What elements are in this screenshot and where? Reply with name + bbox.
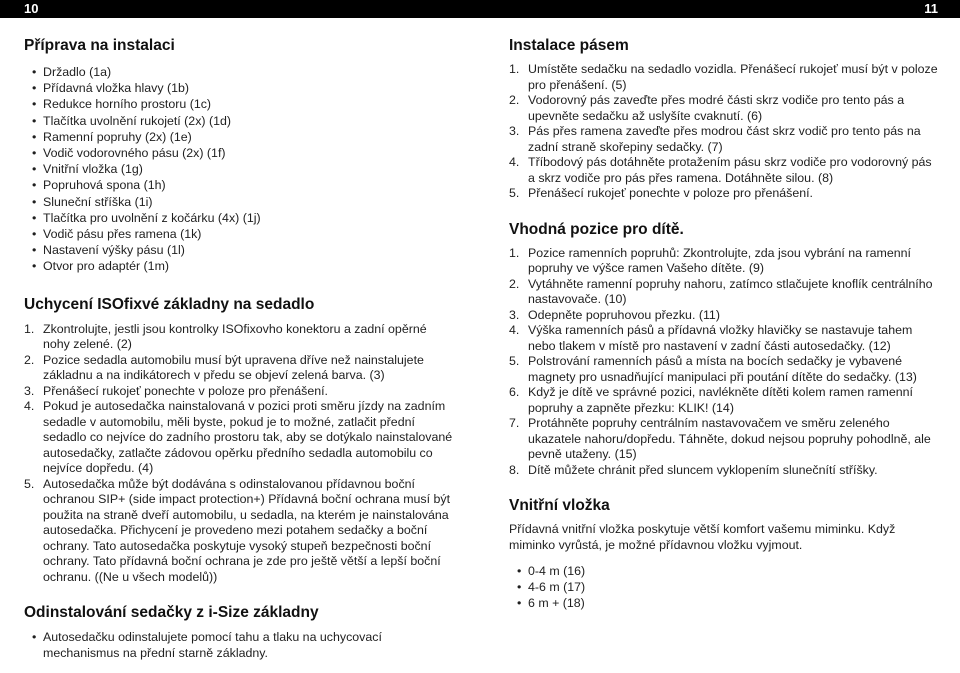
insert-title: Vnitřní vložka	[509, 497, 610, 514]
child-step	[509, 277, 939, 308]
child-step	[509, 246, 939, 277]
isofix-step	[24, 477, 454, 586]
isofix-step	[24, 384, 454, 400]
prep-item: • Sluneční stříška (1i)	[24, 194, 454, 210]
belt-step	[509, 93, 939, 124]
belt-step	[509, 186, 939, 202]
item-number: 8.	[509, 462, 520, 477]
item-number: 4.	[509, 323, 520, 337]
item-number: 4.	[509, 155, 520, 169]
item-text: Umístěte sedačku na sedadlo vozidla. Přenášecí rukojeť musí být v poloze pro přenášení. (5)	[528, 62, 938, 92]
item-number: 5.	[24, 476, 35, 491]
item-text: Pás přes ramena zaveďte přes modrou část skrz vodič pro tento pás na zadní straně skořepiny sedačky. (7)	[528, 124, 921, 154]
item-text: Protáhněte popruhy centrálním nastavovačem ve směru zeleného ukazatele nahoru/dopředu. Táhněte, dokud nejsou popruhy pohodlně, ale pevně utaženy. (15)	[528, 416, 931, 461]
prep-item: • Otvor pro adaptér (1m)	[24, 258, 454, 274]
prep-list	[24, 64, 454, 275]
child-step	[509, 354, 939, 385]
child-step	[509, 463, 939, 479]
item-text: Přenášecí rukojeť ponechte v poloze pro přenášení.	[43, 383, 328, 398]
item-text: Tříbodový pás dotáhněte protažením pásu skrz vodiče pro vodorovný pás a skrz vodiče pro pás přes ramena. Dotáhněte silou. (8)	[528, 155, 932, 185]
insert-size-item: • 4-6 m (17)	[509, 579, 939, 595]
item-text: Vytáhněte ramenní popruhy nahoru, zatímco stlačujete knoflík centrálního nastavovače. (10)	[528, 276, 933, 306]
item-text: Autosedačka může být dodávána s odinstalovanou přídavnou boční ochranou SIP+ (side impact protection+) Přídavná boční ochrana musí být použita na straně dveří automobilu, u sedadla, na kterém je nainstalována autosedačka. Přichycení je provedeno mezi potahem sedačky a boční ochrany. Tato autosedačka poskytuje vysoký stupeň bezpečnosti boční ochrany. Tato přídavná boční ochrana je zde pro ještě větší a lepší boční ochranu. ((Ne u všech modelů))	[43, 476, 451, 584]
child-step	[509, 308, 939, 324]
isofix-step	[24, 353, 454, 384]
child-list	[509, 246, 939, 479]
item-number: 5.	[509, 186, 520, 200]
header-bar	[0, 0, 960, 18]
item-number: 3.	[509, 124, 520, 138]
item-text: Dítě můžete chránit před sluncem vyklopením slunečnítí stříšky.	[528, 462, 878, 477]
child-title: Vhodná pozice pro dítě.	[509, 220, 684, 238]
item-number: 1.	[24, 321, 35, 336]
item-text: Přenášecí rukojeť ponechte v poloze pro přenášení.	[528, 186, 813, 200]
item-text: Výška ramenních pásů a přídavná vložky hlavičky se nastavuje tahem nebo tlakem v místě pro nastavení v zadní části autosedačky. (12)	[528, 323, 913, 353]
item-number: 3.	[509, 307, 520, 322]
isize-item: • Autosedačku odinstalujete pomocí tahu a tlaku na uchycovací mechanismus na přední starně základny.	[24, 629, 454, 661]
item-text: Zkontrolujte, jestli jsou kontrolky ISOfixovho konektoru a zadní opěrné nohy zelené. (2)	[43, 321, 427, 352]
prep-item: • Vnitřní vložka (1g)	[24, 161, 454, 177]
isize-list	[24, 629, 454, 661]
item-text: Pozice sedadla automobilu musí být upravena dříve než nainstalujete základnu a na indikátorech v předu se objeví zelená barva. (3)	[43, 352, 424, 383]
item-number: 2.	[509, 276, 520, 291]
item-number: 7.	[509, 416, 520, 430]
prep-item: • Vodič pásu přes ramena (1k)	[24, 226, 454, 242]
item-number: 3.	[24, 383, 35, 398]
child-step	[509, 385, 939, 416]
item-number: 1.	[509, 62, 520, 76]
isofix-title: Uchycení ISOfixvé základny na sedadlo	[24, 295, 315, 313]
prep-item: • Přídavná vložka hlavy (1b)	[24, 80, 454, 96]
prep-title: Příprava na instalaci	[24, 37, 175, 54]
item-text: Vodorovný pás zaveďte přes modré části skrz vodiče pro tento pás a upevněte sedačku až uslyšíte cvaknutí. (6)	[528, 93, 905, 123]
item-number: 2.	[509, 93, 520, 107]
belt-step	[509, 62, 939, 93]
item-text: Odepněte popruhovou přezku. (11)	[528, 307, 720, 322]
prep-item: • Ramenní popruhy (2x) (1e)	[24, 129, 454, 145]
belt-step	[509, 155, 939, 186]
belt-title: Instalace pásem	[509, 37, 629, 54]
item-number: 2.	[24, 352, 35, 367]
belt-step	[509, 124, 939, 155]
right-column	[509, 36, 939, 612]
page-number-left: 10	[24, 1, 39, 16]
item-number: 6.	[509, 385, 520, 399]
child-step	[509, 416, 939, 463]
item-text: Pokud je autosedačka nainstalovaná v pozici proti směru jízdy na zadním sedadle v automobilu, měli byste, pokud je to možné, zatlačit přední sedadlo co nejvíce do zadního prostoru tak, aby se dotýkalo nainstalované autosedačky, zatlačte zádovou opěrku předního sedadla automobilu co nejvíce dopředu. (4)	[43, 399, 453, 476]
item-text: Když je dítě ve správné pozici, navlékněte dítěti kolem ramen ramenní popruhy a zapněte přezku: KLIK! (14)	[528, 385, 913, 415]
prep-item: • Tlačítka pro uvolnění z kočárku (4x) (1j)	[24, 210, 454, 226]
item-text: Pozice ramenních popruhů: Zkontrolujte, zda jsou vybrání na ramenní popruhy ve výšce ramen Vašeho dítěte. (9)	[528, 245, 911, 275]
prep-item: • Držadlo (1a)	[24, 64, 454, 80]
prep-item: • Tlačítka uvolnění rukojetí (2x) (1d)	[24, 113, 454, 129]
insert-size-item: • 6 m + (18)	[509, 595, 939, 611]
item-number: 1.	[509, 245, 520, 260]
prep-item: • Vodič vodorovného pásu (2x) (1f)	[24, 145, 454, 161]
isofix-step	[24, 399, 454, 477]
item-number: 4.	[24, 399, 35, 414]
isize-title: Odinstalování sedačky z i-Size základny	[24, 604, 319, 622]
left-column	[24, 36, 454, 662]
insert-paragraph: Přídavná vnitřní vložka poskytuje větší komfort vašemu miminku. Když miminko vyrůstá, je možné přídavnou vložku vyjmout.	[509, 522, 896, 552]
belt-list	[509, 62, 939, 202]
item-text: Polstrování ramenních pásů a místa na bocích sedačky je vybavené magnety pro usnadňující manipulaci při poutání dítěte do sedačky. (13)	[528, 354, 917, 384]
prep-item: • Popruhová spona (1h)	[24, 177, 454, 193]
item-number: 5.	[509, 354, 520, 368]
isofix-step	[24, 322, 454, 353]
insert-list	[509, 563, 939, 612]
page-number-right: 11	[924, 1, 938, 16]
prep-item: • Redukce horního prostoru (1c)	[24, 96, 454, 112]
insert-size-item: • 0-4 m (16)	[509, 563, 939, 579]
child-step	[509, 323, 939, 354]
prep-item: • Nastavení výšky pásu (1l)	[24, 242, 454, 258]
isofix-list	[24, 322, 454, 586]
